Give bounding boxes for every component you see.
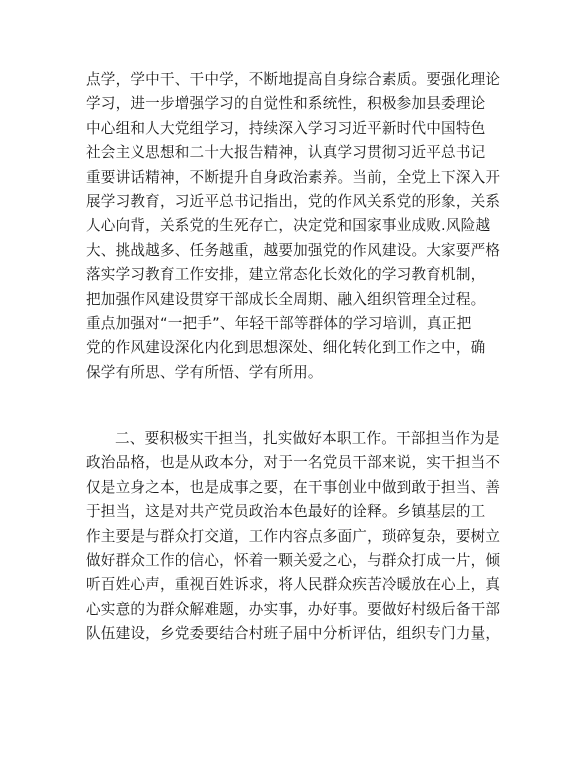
text-line: 大、挑战越多、任务越重，越要加强党的作风建设。大家要严格 [86, 241, 501, 259]
text-line: 听百姓心声，重视百姓诉求，将人民群众疾苦冷暖放在心上，真 [86, 576, 501, 594]
text-line: 社会主义思想和二十大报告精神，认真学习贯彻习近平总书记 [86, 144, 486, 162]
paragraph-responsibility [86, 427, 506, 647]
text-line: 做好群众工作的信心，怀着一颗关爱之心，与群众打成一片，倾 [86, 551, 501, 569]
text-line: 作主要是与群众打交道，工作内容点多面广，琐碎复杂，要树立 [86, 527, 501, 545]
text-line: 政治品格，也是从政本分，对于一名党员干部来说，实干担当不 [86, 454, 501, 472]
text-line: 把加强作风建设贯穿干部成长全周期、融入组织管理全过程。 [86, 290, 486, 308]
text-line: 心实意的为群众解难题，办实事，办好事。要做好村级后备干部 [86, 600, 501, 618]
text-line: 于担当，这是对共产党员政治本色最好的诠释。乡镇基层的工 [86, 503, 486, 521]
text-line: 仅是立身之本，也是成事之要，在干事创业中做到敢于担当、善 [86, 478, 501, 496]
text-line: 重点加强对“一把手”、年轻干部等群体的学习培训，真正把 [86, 314, 472, 332]
text-line: 点学，学中干、干中学，不断地提高自身综合素质。要强化理论 [86, 71, 501, 88]
text-line: 落实学习教育工作安排，建立常态化长效化的学习教育机制， [86, 266, 486, 284]
text-line: 重要讲话精神，不断提升自身政治素养。当前，全党上下深入开 [86, 168, 501, 186]
text-line: 中心组和人大党组学习，持续深入学习习近平新时代中国特色 [86, 119, 486, 137]
text-line: 学习，进一步增强学习的自觉性和系统性，积极参加县委理论 [86, 95, 486, 113]
text-line: 保学有所思、学有所悟、学有所用。 [86, 363, 323, 381]
text-line: 人心向背，关系党的生死存亡，决定党和国家事业成败.风险越 [86, 217, 491, 235]
paragraph-study [86, 68, 506, 385]
text-line: 党的作风建设深化内化到思想深处、细化转化到工作之中，确 [86, 339, 486, 357]
text-line: 队伍建设，乡党委要结合村班子届中分析评估，组织专门力量， [86, 625, 501, 643]
text-line: 展学习教育，习近平总书记指出，党的作风关系党的形象，关系 [86, 192, 501, 210]
section-heading-line: 二、要积极实干担当，扎实做好本职工作。干部担当作为是 [115, 430, 500, 447]
